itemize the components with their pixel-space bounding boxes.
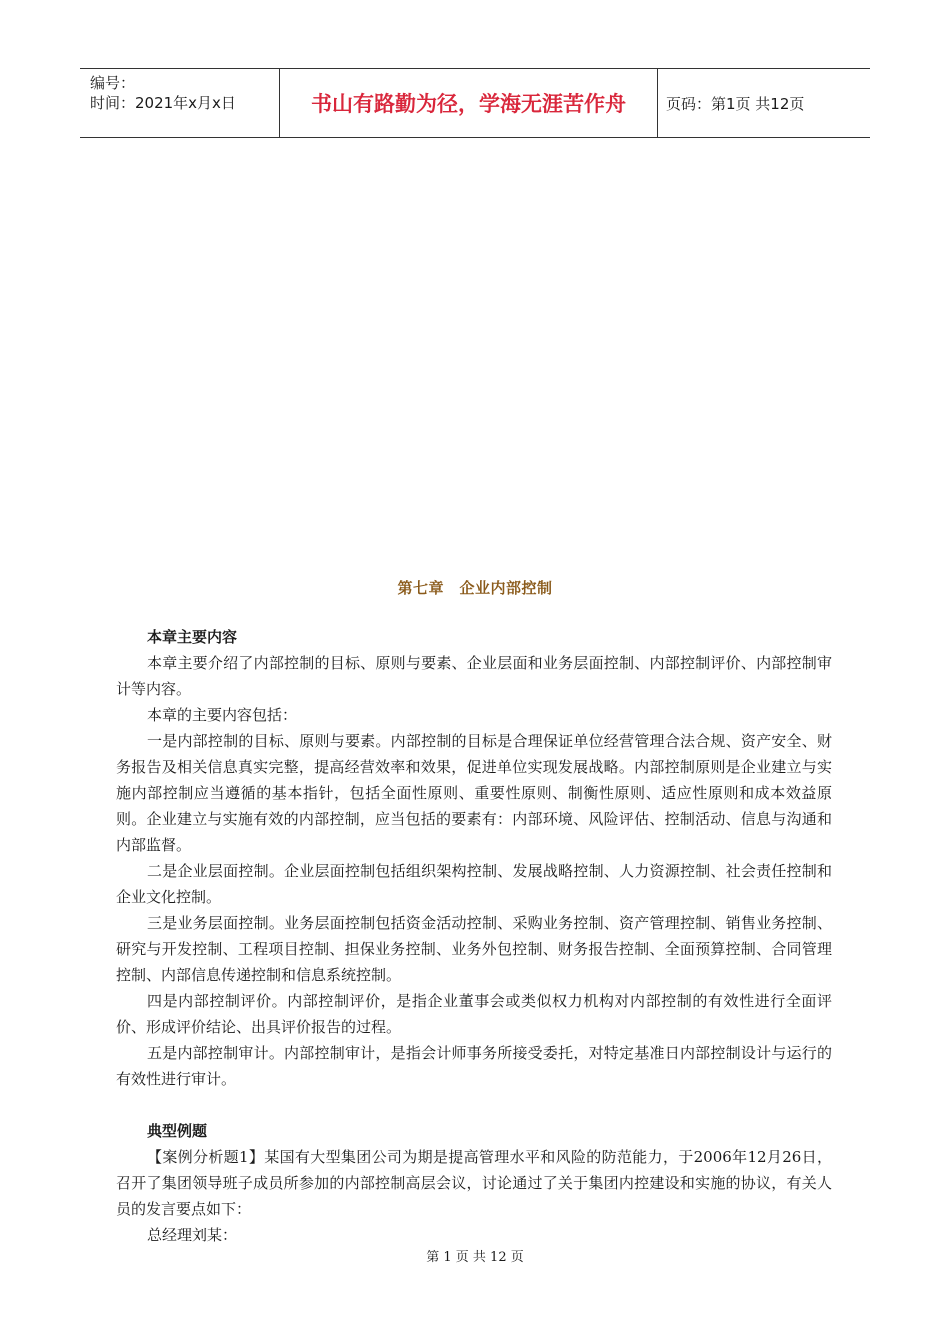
paragraph: 【案例分析题1】某国有大型集团公司为期是提高管理水平和风险的防范能力，于2006年12月26日，召开了集团领导班子成员所参加的内部控制高层会议，讨论通过了关于集团内控建设和实施的协议，有关人员的发言要点如下： — [116, 1148, 832, 1218]
paragraph: 本章主要介绍了内部控制的目标、原则与要素、企业层面和业务层面控制、内部控制评价、内部控制审计等内容。 — [116, 654, 832, 698]
paragraph: 本章的主要内容包括： — [147, 706, 298, 724]
page-footer: 第 1 页 共 12 页 — [426, 1250, 524, 1265]
document-number-label: 编号： — [90, 74, 136, 92]
paragraph: 四是内部控制评价。内部控制评价，是指企业董事会或类似权力机构对内部控制的有效性进行全面评价、形成评价结论、出具评价报告的过程。 — [116, 992, 832, 1036]
paragraph: 三是业务层面控制。业务层面控制包括资金活动控制、采购业务控制、资产管理控制、销售业务控制、研究与开发控制、工程项目控制、担保业务控制、业务外包控制、财务报告控制、全面预算控制、合同管理控制、内部信息传递控制和信息系统控制。 — [116, 914, 832, 984]
header-page-code: 页码：第1页 共12页 — [666, 94, 805, 113]
section-spacer — [116, 1092, 832, 1118]
paragraph: 总经理刘某： — [147, 1226, 238, 1244]
header-motto: 书山有路勤为径，学海无涯苦作舟 — [280, 69, 658, 137]
document-time-label: 时间：2021年x月x日 — [90, 94, 236, 112]
document-body — [116, 624, 832, 1248]
paragraph: 二是企业层面控制。企业层面控制包括组织架构控制、发展战略控制、人力资源控制、社会责任控制和企业文化控制。 — [116, 862, 832, 906]
section-heading-example: 典型例题 — [147, 1122, 208, 1140]
header-left-cell — [80, 69, 280, 137]
page-header — [80, 68, 870, 138]
paragraph: 五是内部控制审计。内部控制审计，是指会计师事务所接受委托，对特定基准日内部控制设计与运行的有效性进行审计。 — [116, 1044, 832, 1088]
paragraph: 一是内部控制的目标、原则与要素。内部控制的目标是合理保证单位经营管理合法合规、资产安全、财务报告及相关信息真实完整，提高经营效率和效果，促进单位实现发展战略。内部控制原则是企业建立与实施内部控制应当遵循的基本指针，包括全面性原则、重要性原则、制衡性原则、适应性原则和成本效益原则。企业建立与实施有效的内部控制，应当包括的要素有：内部环境、风险评估、控制活动、信息与沟通和内部监督。 — [116, 732, 832, 854]
section-heading-main: 本章主要内容 — [147, 628, 238, 646]
chapter-title: 第七章 企业内部控制 — [397, 579, 553, 597]
